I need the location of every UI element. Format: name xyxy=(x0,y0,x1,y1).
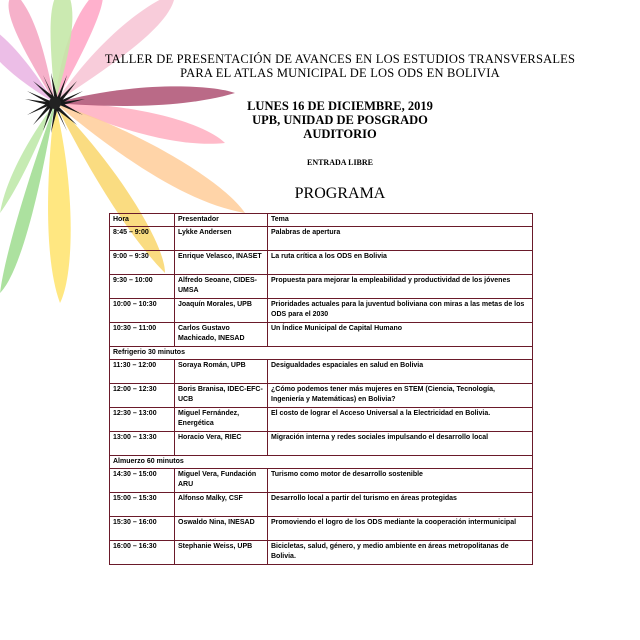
cell-time: 16:00 – 16:30 xyxy=(110,541,175,565)
entry-note: ENTRADA LIBRE xyxy=(306,158,373,167)
cell-time: 9:00 – 9:30 xyxy=(110,251,175,275)
event-date: LUNES 16 DE DICIEMBRE, 2019 xyxy=(247,99,433,113)
cell-topic: Bicicletas, salud, género, y medio ambiente en áreas metropolitanas de Bolivia. xyxy=(268,541,533,565)
cell-presenter: Alfredo Seoane, CIDES-UMSA xyxy=(175,275,268,299)
cell-presenter: Oswaldo Nina, INESAD xyxy=(175,517,268,541)
cell-time: 14:30 – 15:00 xyxy=(110,469,175,493)
cell-presenter: Stephanie Weiss, UPB xyxy=(175,541,268,565)
cell-topic: Prioridades actuales para la juventud boliviana con miras a las metas de los ODS para el 2030 xyxy=(268,299,533,323)
break-label: Almuerzo 60 minutos xyxy=(110,456,533,469)
cell-time: 9:30 – 10:00 xyxy=(110,275,175,299)
header-presenter: Presentador xyxy=(175,214,268,227)
cell-topic: Migración interna y redes sociales impulsando el desarrollo local xyxy=(268,432,533,456)
cell-topic: Desarrollo local a partir del turismo en áreas protegidas xyxy=(268,493,533,517)
table-row xyxy=(110,493,533,517)
event-title-line1: TALLER DE PRESENTACIÓN DE AVANCES EN LOS ESTUDIOS TRANSVERSALES xyxy=(104,52,576,66)
cell-topic: Palabras de apertura xyxy=(268,227,533,251)
cell-presenter: Soraya Román, UPB xyxy=(175,360,268,384)
table-header-row xyxy=(110,214,533,227)
cell-time: 10:30 – 11:00 xyxy=(110,323,175,347)
cell-presenter: Miguel Fernández, Energética xyxy=(175,408,268,432)
table-row xyxy=(110,227,533,251)
cell-presenter: Joaquín Morales, UPB xyxy=(175,299,268,323)
table-row xyxy=(110,432,533,456)
table-row xyxy=(110,323,533,347)
cell-topic: Propuesta para mejorar la empleabilidad y productividad de los jóvenes xyxy=(268,275,533,299)
cell-presenter: Enrique Velasco, INASET xyxy=(175,251,268,275)
header-topic: Tema xyxy=(268,214,533,227)
cell-topic: Un Índice Municipal de Capital Humano xyxy=(268,323,533,347)
cell-presenter: Carlos Gustavo Machicado, INESAD xyxy=(175,323,268,347)
program-table xyxy=(109,213,533,565)
cell-presenter: Horacio Vera, RIEC xyxy=(175,432,268,456)
cell-topic: La ruta crítica a los ODS en Bolivia xyxy=(268,251,533,275)
table-row xyxy=(110,517,533,541)
table-row xyxy=(110,541,533,565)
table-row xyxy=(110,408,533,432)
cell-presenter: Alfonso Malky, CSF xyxy=(175,493,268,517)
table-row xyxy=(110,251,533,275)
cell-topic: Desigualdades espaciales en salud en Bolivia xyxy=(268,360,533,384)
table-row xyxy=(110,299,533,323)
cell-presenter: Lykke Andersen xyxy=(175,227,268,251)
header-time: Hora xyxy=(110,214,175,227)
cell-time: 13:00 – 13:30 xyxy=(110,432,175,456)
cell-topic: ¿Cómo podemos tener más mujeres en STEM (Ciencia, Tecnología, Ingeniería y Matemáticas) en Bolivia? xyxy=(268,384,533,408)
event-place: UPB, UNIDAD DE POSGRADO xyxy=(252,113,428,127)
break-label: Refrigerio 30 minutos xyxy=(110,347,533,360)
cell-time: 10:00 – 10:30 xyxy=(110,299,175,323)
cell-time: 8:45 – 9:00 xyxy=(110,227,175,251)
cell-presenter: Miguel Vera, Fundación ARU xyxy=(175,469,268,493)
event-room: AUDITORIO xyxy=(303,127,377,141)
cell-topic: El costo de lograr el Acceso Universal a la Electricidad en Bolivia. xyxy=(268,408,533,432)
cell-topic: Turismo como motor de desarrollo sostenible xyxy=(268,469,533,493)
table-row xyxy=(110,384,533,408)
cell-time: 11:30 – 12:00 xyxy=(110,360,175,384)
program-heading: PROGRAMA xyxy=(294,185,386,202)
event-title-line2: PARA EL ATLAS MUNICIPAL DE LOS ODS EN BOLIVIA xyxy=(180,66,500,80)
table-row xyxy=(110,360,533,384)
cell-time: 15:30 – 16:00 xyxy=(110,517,175,541)
table-row xyxy=(110,469,533,493)
cell-time: 12:30 – 13:00 xyxy=(110,408,175,432)
table-row xyxy=(110,275,533,299)
cell-presenter: Boris Branisa, IDEC-EFC-UCB xyxy=(175,384,268,408)
cell-time: 12:00 – 12:30 xyxy=(110,384,175,408)
break-row xyxy=(110,456,533,469)
cell-topic: Promoviendo el logro de los ODS mediante la cooperación intermunicipal xyxy=(268,517,533,541)
break-row xyxy=(110,347,533,360)
cell-time: 15:00 – 15:30 xyxy=(110,493,175,517)
